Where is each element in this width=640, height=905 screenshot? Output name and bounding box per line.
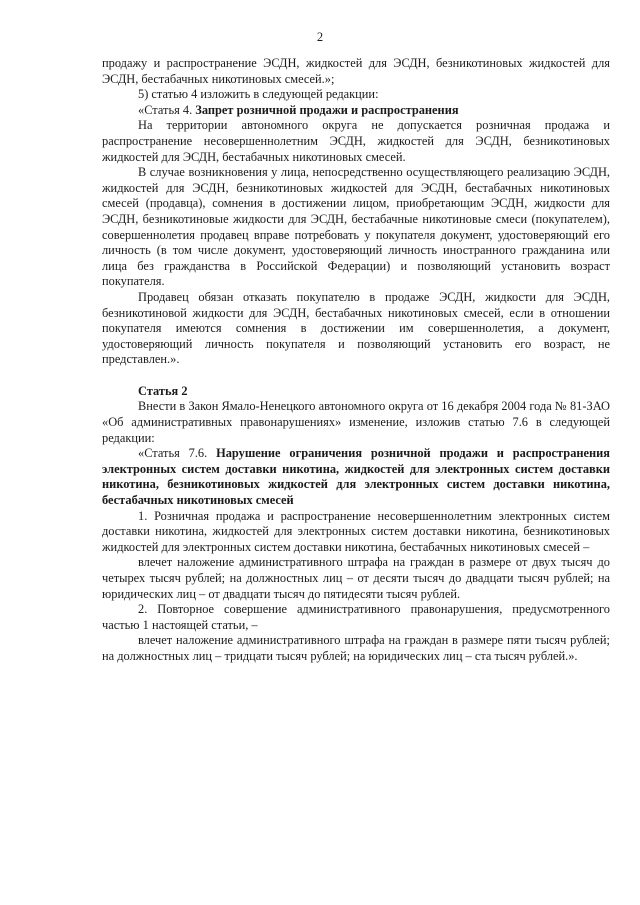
article-7-6-prefix: «Статья 7.6. (138, 446, 217, 461)
paragraph: Продавец обязан отказать покупателю в продаже ЭСДН, жидкости для ЭСДН, безникотиновой жидкости для ЭСДН, бестабачных никотиновых смесей, если в отношении покупателя имеются сомнения в достижении им совершеннолетия, а документ, удостоверяющий личность покупателя и позволяющий установить его возраст, не представлен.». (102, 289, 610, 367)
article-4-title: Запрет розничной продажи и распространения (195, 102, 459, 117)
article-4-prefix: «Статья 4. (138, 102, 196, 117)
page-number: 2 (316, 30, 324, 44)
paragraph: Внести в Закон Ямало-Ненецкого автономного округа от 16 декабря 2004 года № 81-ЗАО «Об административных правонарушениях» изменение, изложив статью 7.6 в следующей редакции: (102, 399, 610, 445)
document-body (102, 56, 610, 665)
article-4-heading (102, 103, 610, 119)
section-heading: Статья 2 (138, 383, 188, 398)
paragraph: На территории автономного округа не допускается розничная продажа и распространение несовершеннолетним ЭСДН, жидкостей для ЭСДН, безникотиновых жидкостей для ЭСДН, бестабачных никотиновых смесей. (102, 118, 610, 164)
paragraph: влечет наложение административного штрафа на граждан в размере от двух тысяч до четырех тысяч рублей; на должностных лиц – от десяти тысяч до двадцати тысяч рублей; на юридических лиц – от двадцати тысяч до пятидесяти тысяч рублей. (102, 555, 610, 601)
paragraph: продажу и распространение ЭСДН, жидкостей для ЭСДН, безникотиновых жидкостей для ЭСДН, бестабачных никотиновых смесей.»; (102, 56, 610, 86)
paragraph: 5) статью 4 изложить в следующей редакции: (138, 87, 379, 102)
article-7-6-title: Нарушение ограничения розничной продажи и распространения электронных систем доставки никотина, жидкостей для электронных систем доставки никотина, безникотиновых жидкостей для электронных систем доставки никотина, бестабачных никотиновых смесей (102, 446, 611, 508)
paragraph: 2. Повторное совершение административного правонарушения, предусмотренного частью 1 настоящей статьи, – (102, 602, 610, 632)
paragraph: влечет наложение административного штрафа на граждан в размере пяти тысяч рублей; на должностных лиц – тридцати тысяч рублей; на юридических лиц – ста тысяч рублей.». (102, 633, 610, 663)
paragraph: В случае возникновения у лица, непосредственно осуществляющего реализацию ЭСДН, жидкостей для ЭСДН, безникотиновых жидкостей для ЭСДН, бестабачных никотиновых смесей (продавца), сомнения в достижении лицом, приобретающим ЭСДН, жидкости для ЭСДН, безникотиновые жидкости для ЭСДН, бестабачные никотиновые смеси (покупателем), совершеннолетия продавец вправе потребовать у покупателя документ, удостоверяющий его личность (в том числе документ, удостоверяющий личность иностранного гражданина или лица без гражданства в Российской Федерации) и позволяющий установить возраст покупателя. (102, 165, 610, 289)
paragraph: 1. Розничная продажа и распространение несовершеннолетним электронных систем доставки никотина, жидкостей для электронных систем доставки никотина, безникотиновых жидкостей для электронных систем доставки никотина, бестабачных никотиновых смесей – (102, 508, 610, 554)
article-7-6-heading (102, 446, 610, 508)
